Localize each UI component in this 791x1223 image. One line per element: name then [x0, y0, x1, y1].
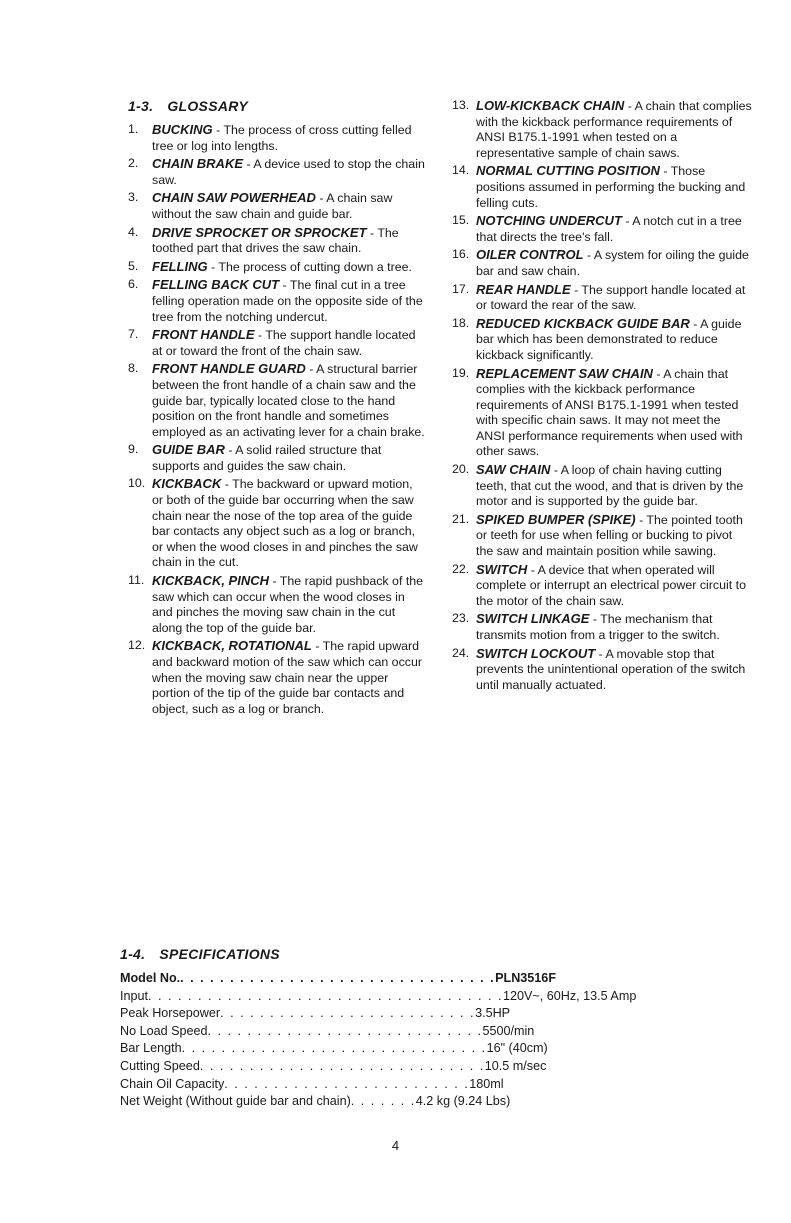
glossary-term: OILER CONTROL: [476, 247, 584, 263]
spec-label: Chain Oil Capacity: [120, 1076, 225, 1091]
glossary-definition: - A chain saw without the saw chain and guide bar.: [152, 191, 393, 221]
glossary-item: [128, 638, 426, 717]
glossary-definition: - The mechanism that transmits motion from a trigger to the switch.: [476, 612, 720, 642]
glossary-definition: - The rapid upward and backward motion of the saw which can occur when the moving saw chain near the upper portion of the tip of the guide bar contacts and object, such as a log or branch.: [152, 639, 422, 716]
glossary-definition: - The support handle located at or toward the rear of the saw.: [476, 282, 746, 313]
glossary-item: [452, 163, 752, 211]
glossary-definition: - The toothed part that drives the saw chain.: [152, 225, 399, 256]
spec-dots: . . . . . . .: [350, 1094, 416, 1109]
glossary-item: [128, 327, 426, 359]
spec-label: No Load Speed: [120, 1023, 208, 1038]
glossary-item: [128, 122, 426, 154]
spec-row: [120, 1005, 760, 1023]
glossary-term: REPLACEMENT SAW CHAIN: [476, 365, 653, 381]
glossary-item: [128, 277, 426, 325]
spec-row: [120, 988, 760, 1006]
glossary-definition: - A movable stop that prevents the unintentional operation of the switch until manually actuated.: [476, 646, 746, 692]
glossary-item-number: 13.: [452, 98, 470, 112]
glossary-definition: - The support handle located at or toward the front of the chain saw.: [152, 328, 416, 358]
glossary-definition: - A device that when operated will complete or interrupt an electrical power circuit to the motor of the chain saw.: [476, 562, 746, 608]
glossary-left-column: [128, 98, 426, 719]
glossary-definition: - The pointed tooth or teeth for use when felling or bucking to pivot the saw and maintain position while sawing.: [476, 512, 743, 559]
glossary-definition: - A system for oiling the guide bar and saw chain.: [476, 248, 749, 278]
glossary-definition: - A solid railed structure that supports and guides the saw chain.: [152, 443, 382, 473]
glossary-definition: - A guide bar which has been demonstrated to reduce kickback significantly.: [476, 316, 742, 362]
glossary-definition: - The process of cross cutting felled tree or log into lengths.: [152, 123, 412, 153]
glossary-item: [452, 562, 752, 610]
spec-value: 4.2 kg (9.24 Lbs): [415, 1094, 511, 1109]
spec-label: Bar Length: [120, 1041, 182, 1056]
glossary-item-number: 19.: [452, 365, 470, 380]
glossary-item-number: 15.: [452, 213, 470, 228]
glossary-item: [128, 156, 426, 188]
page-number: 4: [391, 1138, 400, 1153]
glossary-definition: - Those positions assumed in performing the bucking and felling cuts.: [476, 164, 746, 210]
glossary-definition: - The backward or upward motion, or both of the guide bar occurring when the saw chain near the nose of the top area of the guide bar contacts any object such as a log or branch, or when the wood closes in and pinches the saw chain in the cut.: [152, 477, 418, 570]
glossary-term: KICKBACK, PINCH: [152, 573, 269, 589]
glossary-definition: - A loop of chain having cutting teeth, that cut the wood, and that is driven by the motor and is supported by the guide bar.: [476, 463, 744, 509]
glossary-item-number: 17.: [452, 281, 470, 296]
glossary-item-number: 11.: [128, 573, 145, 588]
spec-row: [120, 1076, 760, 1094]
specifications-table: [120, 970, 760, 1111]
glossary-item: [128, 259, 426, 276]
glossary-item-number: 3.: [128, 190, 139, 205]
glossary-item-number: 14.: [452, 163, 470, 178]
glossary-term: CHAIN SAW POWERHEAD: [152, 190, 316, 206]
spec-row: [120, 1093, 760, 1111]
glossary-item: [452, 462, 752, 510]
glossary-term: REAR HANDLE: [476, 281, 571, 297]
glossary-item-number: 1.: [128, 122, 139, 136]
spec-row: [120, 970, 760, 988]
glossary-term: KICKBACK, ROTATIONAL: [152, 638, 312, 654]
glossary-item: [452, 282, 752, 314]
glossary-item-number: 4.: [128, 224, 139, 239]
spec-dots: . . . . . . . . . . . . . . . . . . . . . . . . . . . .: [207, 1023, 483, 1038]
spec-row: [120, 1023, 760, 1041]
glossary-definition: - The process of cutting down a tree.: [207, 259, 412, 274]
spec-value: 180ml: [469, 1076, 504, 1091]
glossary-item-number: 7.: [128, 327, 139, 342]
spec-value: 120V~, 60Hz, 13.5 Amp: [502, 988, 637, 1003]
glossary-item-number: 20.: [452, 462, 470, 477]
glossary-term: SWITCH LINKAGE: [476, 611, 590, 627]
glossary-item-number: 22.: [452, 561, 470, 576]
glossary-item-number: 8.: [128, 361, 139, 376]
glossary-heading: [128, 98, 426, 114]
glossary-term: SPIKED BUMPER (SPIKE): [476, 511, 636, 527]
glossary-term: BUCKING: [152, 122, 213, 137]
glossary-list-left: [128, 122, 426, 717]
glossary-term: FELLING: [152, 258, 208, 274]
spec-row: [120, 1040, 760, 1058]
glossary-item-number: 10.: [128, 476, 146, 491]
glossary-item: [452, 316, 752, 364]
glossary-item: [128, 225, 426, 257]
glossary-item: [452, 98, 752, 161]
glossary-definition: - The final cut in a tree felling operation made on the opposite side of the tree from the notching undercut.: [152, 278, 423, 324]
glossary-item: [128, 476, 426, 571]
glossary-item-number: 5.: [128, 258, 139, 273]
glossary-item: [452, 646, 752, 694]
glossary-item-number: 6.: [128, 277, 139, 292]
glossary-item: [452, 213, 752, 245]
glossary-term: KICKBACK: [152, 476, 222, 492]
spec-dots: . . . . . . . . . . . . . . . . . . . . . . . . . . . . . . . . . . . .: [148, 988, 503, 1003]
spec-dots: . . . . . . . . . . . . . . . . . . . . . . . . . . . . . . . .: [180, 971, 496, 985]
spec-value: PLN3516F: [495, 971, 557, 985]
spec-row: [120, 1058, 760, 1076]
spec-label: Peak Horsepower: [120, 1006, 221, 1021]
specifications-heading: [120, 946, 280, 962]
glossary-item-number: 23.: [452, 611, 470, 626]
glossary-item: [452, 366, 752, 461]
glossary-term: REDUCED KICKBACK GUIDE BAR: [476, 315, 690, 331]
spec-dots: . . . . . . . . . . . . . . . . . . . . . . . . . . . . . . .: [181, 1041, 487, 1056]
spec-label: Model No.: [120, 971, 181, 985]
glossary-title: GLOSSARY: [167, 98, 249, 114]
glossary-term: SAW CHAIN: [476, 462, 551, 478]
glossary-item-number: 24.: [452, 645, 470, 660]
spec-dots: . . . . . . . . . . . . . . . . . . . . . . . . . . . . .: [199, 1058, 485, 1073]
glossary-item: [452, 512, 752, 560]
glossary-term: LOW-KICKBACK CHAIN: [476, 98, 625, 113]
glossary-item-number: 12.: [128, 638, 146, 653]
spec-value: 3.5HP: [475, 1006, 511, 1021]
glossary-item: [128, 361, 426, 440]
glossary-term: NOTCHING UNDERCUT: [476, 213, 622, 229]
glossary-term: GUIDE BAR: [152, 442, 225, 458]
glossary-term: FRONT HANDLE: [152, 327, 255, 343]
glossary-item-number: 21.: [452, 511, 470, 526]
spec-dots: . . . . . . . . . . . . . . . . . . . . . . . . . .: [220, 1006, 476, 1021]
spec-label: Input: [120, 988, 149, 1003]
spec-value: 10.5 m/sec: [484, 1058, 547, 1073]
glossary-item-number: 9.: [128, 442, 139, 457]
specifications-section-number: 1-4.: [120, 946, 146, 962]
spec-dots: . . . . . . . . . . . . . . . . . . . . . . . . .: [224, 1076, 470, 1091]
glossary-definition: - A structural barrier between the front handle of a chain saw and the guide bar, typically located close to the hand position on the front handle and sometimes employed as an activating lever for a chain brake.: [152, 362, 425, 439]
glossary-definition: - A device used to stop the chain saw.: [152, 157, 425, 187]
spec-value: 5500/min: [482, 1023, 535, 1038]
spec-label: Cutting Speed: [120, 1058, 200, 1073]
glossary-list-right: [452, 98, 752, 693]
spec-value: 16" (40cm): [486, 1041, 548, 1056]
glossary-term: CHAIN BRAKE: [152, 156, 243, 172]
glossary-item-number: 2.: [128, 156, 139, 171]
glossary-item: [128, 442, 426, 474]
glossary-definition: - A notch cut in a tree that directs the tree's fall.: [476, 214, 742, 244]
glossary-item: [452, 611, 752, 643]
glossary-item: [128, 190, 426, 222]
glossary-term: FRONT HANDLE GUARD: [152, 361, 306, 377]
glossary-definition: - The rapid pushback of the saw which can occur when the wood closes in and pinches the moving saw chain in the cut along the top of the guide bar.: [152, 574, 424, 635]
glossary-item-number: 18.: [452, 315, 470, 330]
glossary-term: FELLING BACK CUT: [152, 277, 280, 293]
glossary-definition: - A chain that complies with the kickback performance requirements of ANSI B175.1-1991 when tested on a representative sample of chain saws.: [476, 99, 752, 160]
glossary-term: SWITCH LOCKOUT: [476, 645, 596, 661]
glossary-item: [128, 573, 426, 636]
glossary-term: DRIVE SPROCKET OR SPROCKET: [152, 224, 367, 240]
spec-label: Net Weight (Without guide bar and chain): [120, 1094, 351, 1109]
specifications-title: SPECIFICATIONS: [159, 946, 280, 962]
glossary-term: NORMAL CUTTING POSITION: [476, 163, 660, 179]
glossary-definition: - A chain that complies with the kickback performance requirements of ANSI B175.1-1991 when tested with specific chain saws. It may not meet the ANSI performance requirements when used with other saws.: [476, 366, 743, 459]
glossary-section-number: 1-3.: [128, 98, 154, 114]
glossary-right-column: [452, 98, 752, 695]
glossary-item-number: 16.: [452, 247, 470, 262]
glossary-item: [452, 247, 752, 279]
glossary-term: SWITCH: [476, 561, 528, 577]
